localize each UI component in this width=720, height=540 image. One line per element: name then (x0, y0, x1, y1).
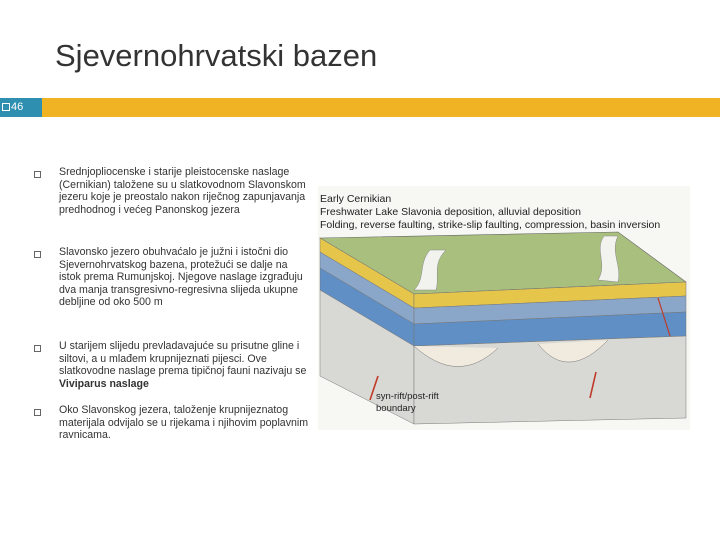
figure-subtitle-2: Folding, reverse faulting, strike-slip faulting, compression, basin inversion (320, 219, 661, 231)
bullet-text: U starijem slijedu prevladavajuće su prisutne gline i siltovi, a u mlađem krupnijeznati pijesci. Ove slatkovodne naslage prema tipičnoj fauni nazivaju se Viviparus naslage (59, 340, 307, 390)
bullet-text: Oko Slavonskog jezera, taloženje krupnijeznatog materijala odvijalo se u rijekama i njihovim poplavnim ravnicama. (59, 404, 309, 442)
boundary-label-2: boundary (376, 403, 416, 414)
bullet-text: Srednjopliocenske i starije pleistocenske naslage (Cernikian) taložene su u slatkovodnom Slavonskom jezeru koje je preostalo nakon riječnog zapunjavanja predhodnog i većeg Panonskog jezera (59, 166, 306, 216)
slide-number-badge (0, 98, 42, 117)
bullet-bold-term: Viviparus naslage (59, 377, 149, 390)
bullet-marker-icon (34, 345, 41, 352)
bullet-marker-icon (34, 409, 41, 416)
figure-title: Early Cernikian (320, 193, 392, 205)
bullet-marker-icon (34, 171, 41, 178)
figure-subtitle-1: Freshwater Lake Slavonia deposition, alluvial deposition (320, 206, 581, 218)
slide-number: 46 (11, 101, 24, 113)
header-accent-bar (42, 98, 720, 117)
slide-number-icon (2, 103, 10, 111)
bullet-marker-icon (34, 251, 41, 258)
bullet-text: Slavonsko jezero obuhvaćalo je južni i istočni dio Sjevernohrvatskog bazena, protežući se dalje na istok prema Rumunjskoj. Njegove naslage izgrađuju dva manja transgresivno-regresivna slijeda ukupne debljine od oko 500 m (59, 246, 303, 309)
slide-title: Sjevernohrvatski bazen (55, 38, 378, 73)
geology-block-diagram (318, 186, 690, 430)
boundary-label-1: syn-rift/post-rift (376, 391, 439, 402)
